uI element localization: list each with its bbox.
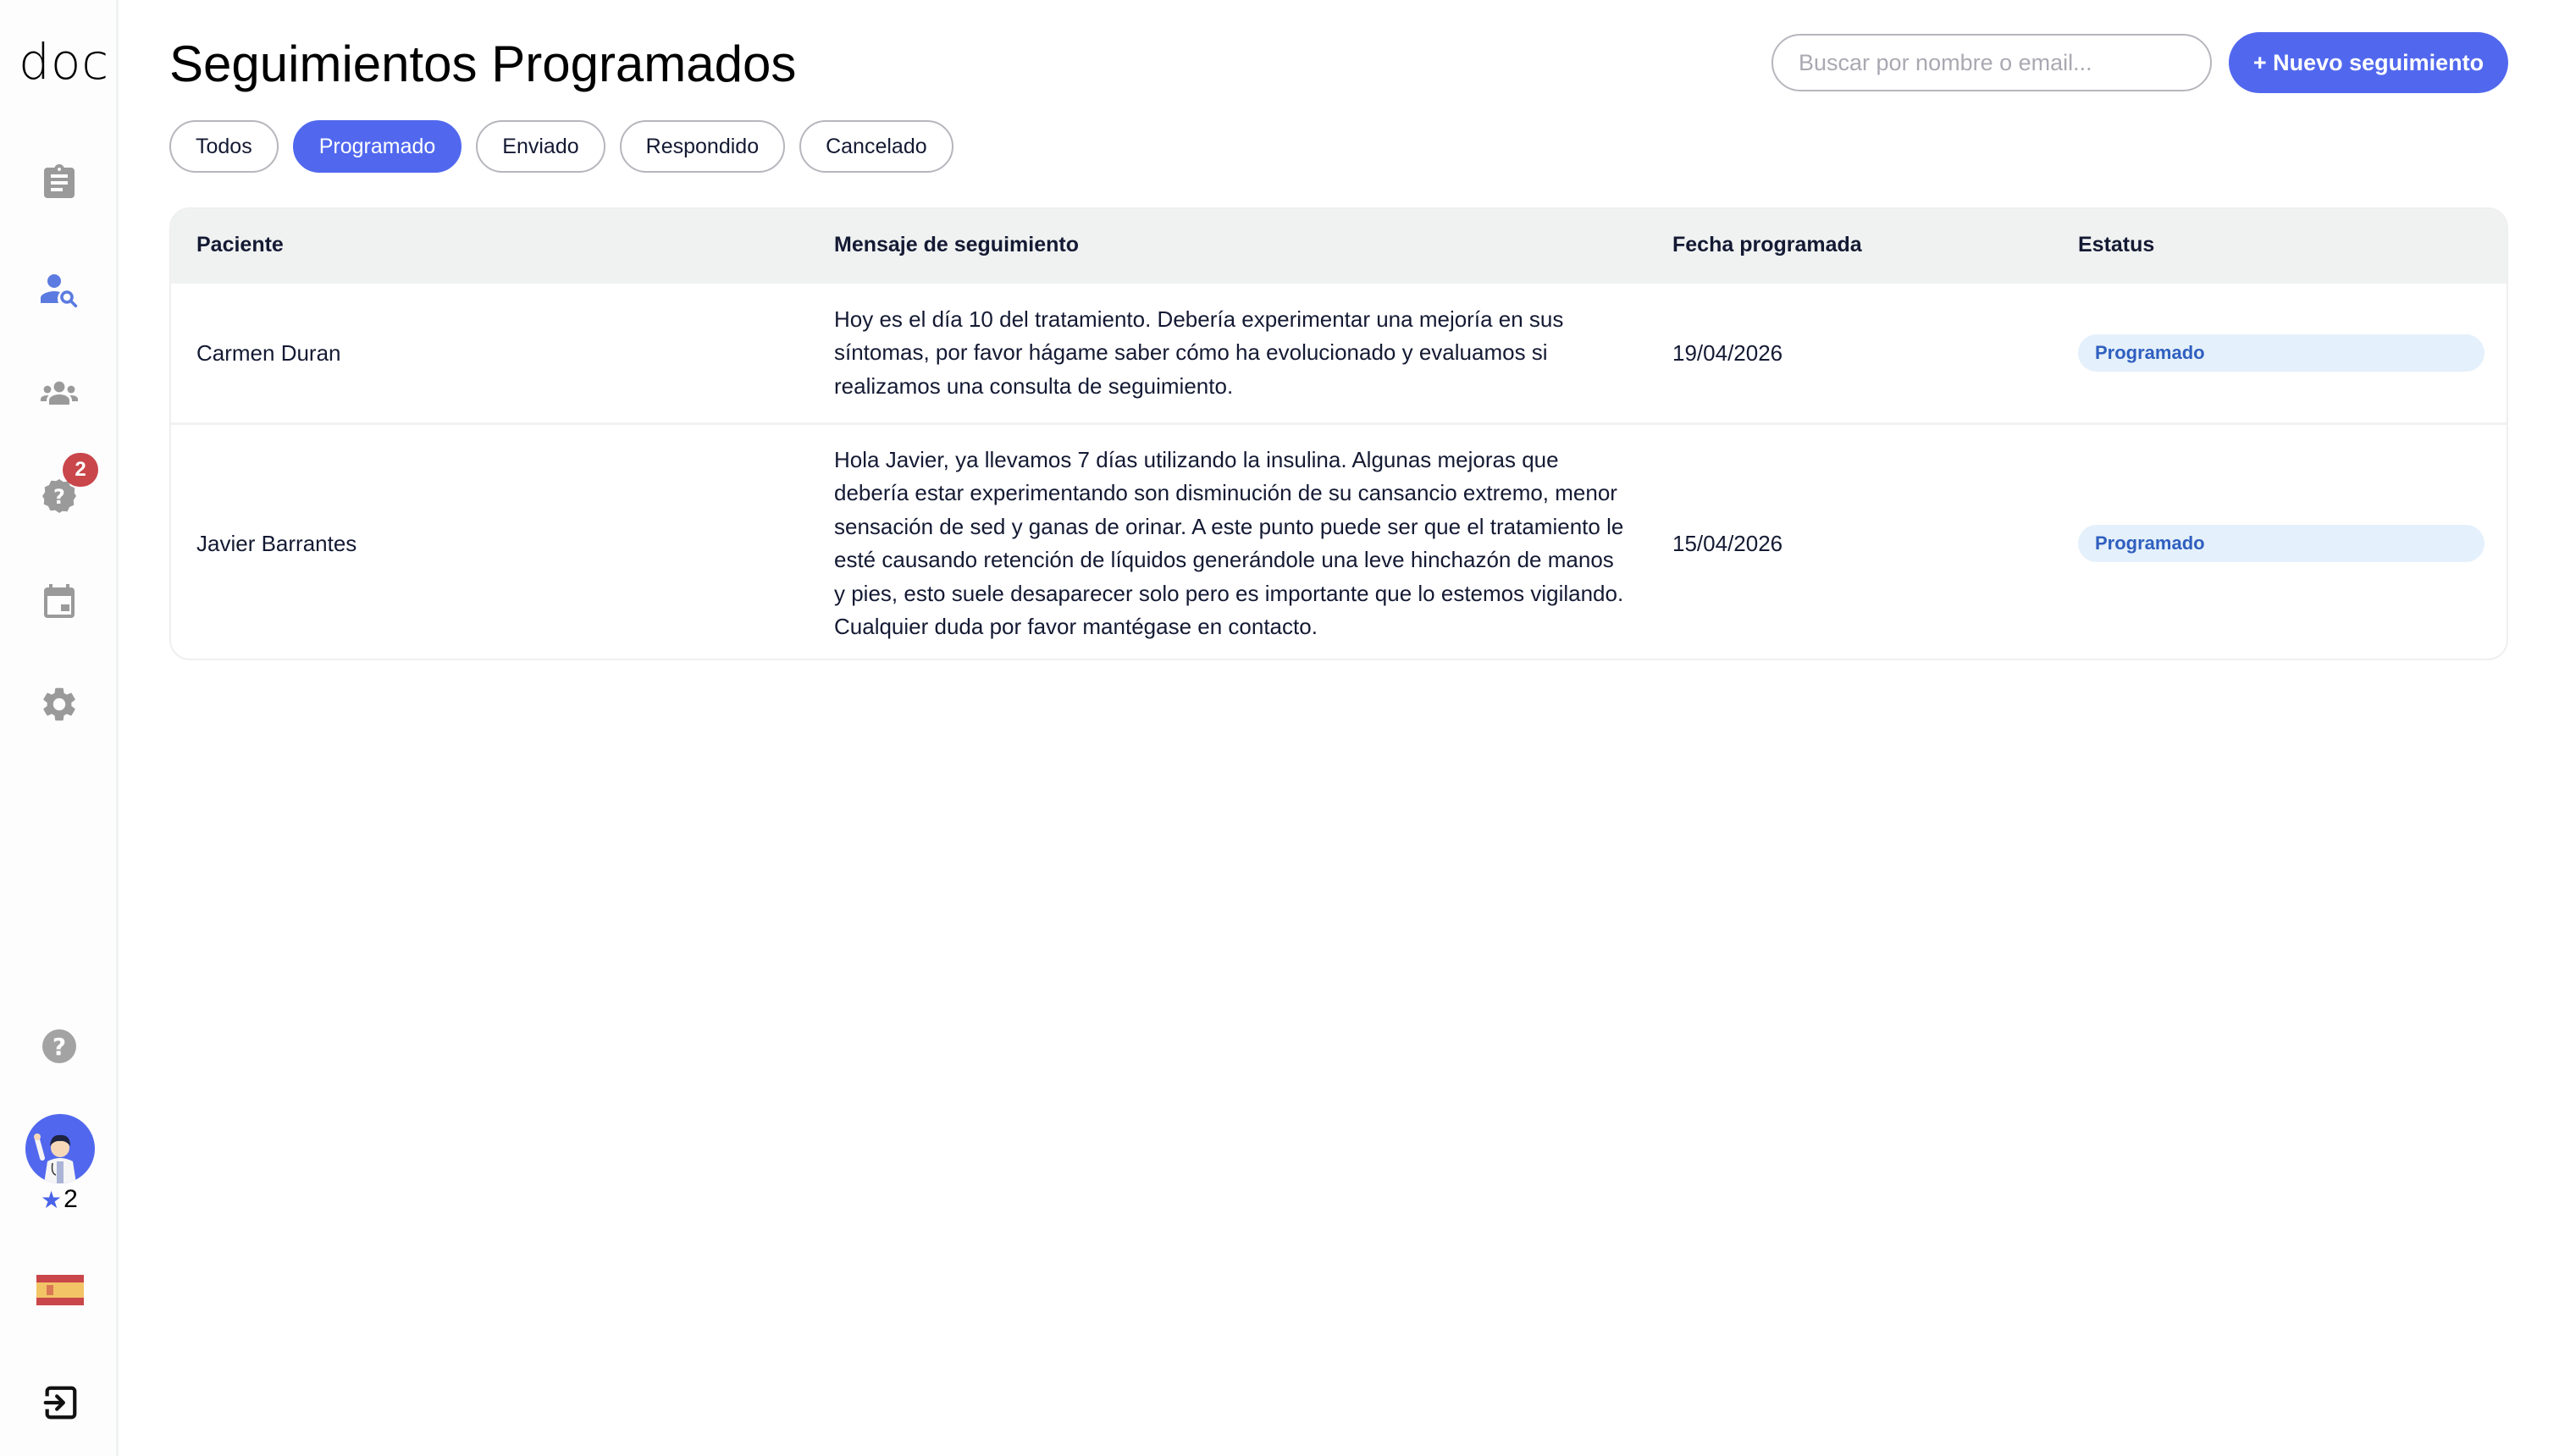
sidebar-item-consultations[interactable] [39, 163, 80, 203]
logout-icon [41, 1383, 80, 1422]
search-input[interactable] [1771, 34, 2212, 91]
followup-message: Hola Javier, ya llevamos 7 días utilizando la insulina. Algunas mejoras que debería estar experimentando son disminución de su cansancio extremo, menor sensación de sed y ganas de orinar. A este punto puede ser que el tratamiento le esté causando retención de líquidos generándole una leve hinchazón de manos y pies, esto suele desaparecer solo pero es importante que lo estemos vigilando. Cualquier duda por favor mantégase en contacto. [834, 446, 1624, 639]
sidebar-item-patient-search[interactable] [39, 269, 80, 310]
gear-icon [39, 684, 80, 725]
patient-search-icon [39, 269, 80, 310]
help-button[interactable] [39, 1026, 80, 1067]
sidebar-item-settings[interactable] [39, 684, 80, 725]
followup-message: Hoy es el día 10 del tratamiento. Debería experimentar una mejoría en sus síntomas, por favor hágame saber cómo ha evolucionado y evaluamos si realizamos una consulta de seguimiento. [834, 306, 1564, 399]
status-cell [2078, 425, 2484, 660]
calendar-icon [39, 581, 80, 621]
doctor-avatar-icon [25, 1114, 95, 1183]
table-row[interactable] [171, 281, 2506, 422]
filter-programado[interactable]: Programado [293, 120, 462, 173]
svg-text:?: ? [52, 1033, 67, 1061]
clipboard-icon [39, 163, 80, 203]
status-badge: Programado [2078, 334, 2484, 372]
star-icon: ★ [41, 1186, 63, 1213]
language-selector[interactable] [36, 1275, 84, 1305]
stars-count: 2 [64, 1185, 78, 1213]
status-filter-bar [169, 120, 953, 173]
status-cell [2078, 284, 2484, 422]
column-header-patient[interactable]: Paciente [196, 233, 284, 256]
table-row[interactable] [171, 422, 2506, 660]
sidebar [0, 0, 119, 1456]
svg-text:?: ? [53, 485, 65, 509]
group-icon [39, 372, 80, 413]
sidebar-item-patients[interactable] [39, 372, 80, 413]
user-avatar[interactable] [25, 1114, 95, 1183]
column-header-status[interactable]: Estatus [2078, 233, 2155, 256]
spain-flag-icon [36, 1275, 84, 1305]
status-badge: Programado [2078, 525, 2484, 562]
app-logo[interactable]: doc [19, 33, 110, 91]
filter-todos[interactable]: Todos [169, 120, 279, 173]
sidebar-item-calendar[interactable] [39, 581, 80, 621]
column-header-date[interactable]: Fecha programada [1672, 233, 1862, 256]
filter-enviado[interactable]: Enviado [476, 120, 605, 173]
filter-respondido[interactable]: Respondido [620, 120, 785, 173]
patient-name: Javier Barrantes [196, 530, 357, 556]
logout-button[interactable] [41, 1383, 80, 1422]
scheduled-date: 19/04/2026 [1672, 339, 1783, 366]
page-title: Seguimientos Programados [169, 36, 797, 92]
filter-cancelado[interactable]: Cancelado [799, 120, 953, 173]
questions-badge: 2 [63, 453, 98, 487]
scheduled-date: 15/04/2026 [1672, 530, 1783, 556]
help-icon [39, 1026, 80, 1067]
user-stars [41, 1185, 78, 1214]
followups-table [169, 207, 2508, 660]
patient-name: Carmen Duran [196, 339, 341, 366]
table-header [171, 209, 2506, 281]
column-header-message[interactable]: Mensaje de seguimiento [834, 233, 1079, 256]
new-followup-button[interactable]: + Nuevo seguimiento [2229, 32, 2508, 93]
